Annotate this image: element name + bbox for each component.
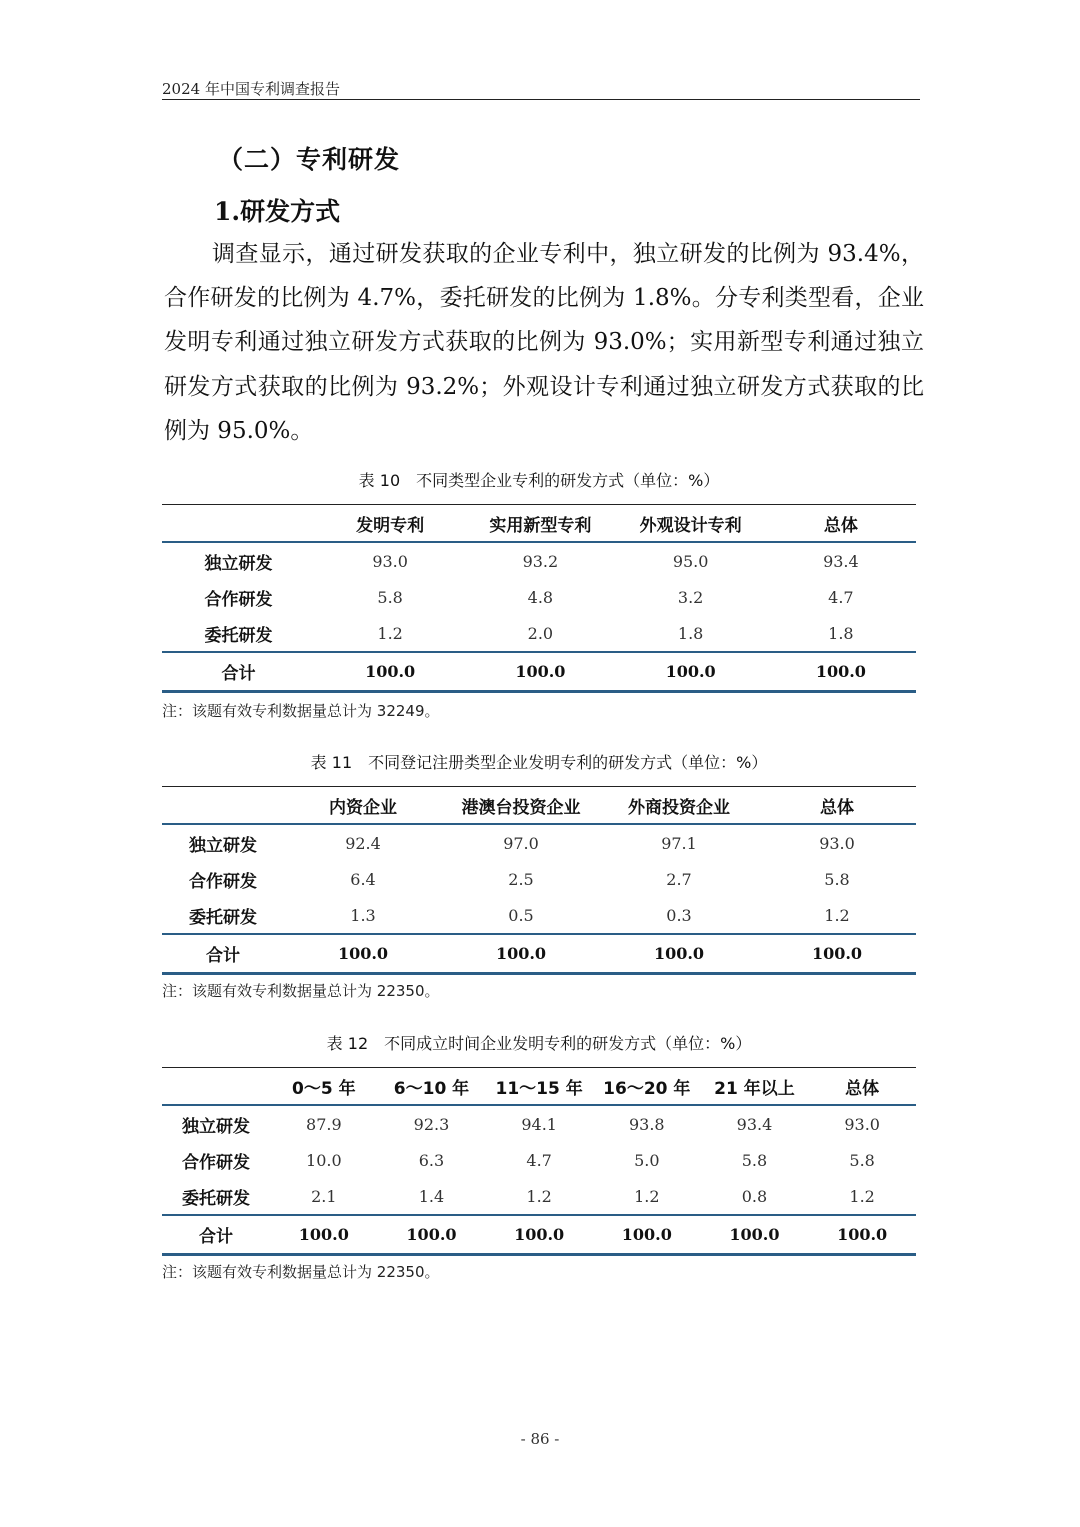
table-cell: 93.8 [628, 1114, 665, 1134]
table-11-note: 注：该题有效专利数据量总计为 22350。 [162, 982, 440, 1000]
row-label: 委托研发 [204, 625, 273, 646]
header-rule [162, 99, 920, 100]
table-header-row [162, 1068, 916, 1106]
table-12 [162, 1067, 916, 1256]
table-10 [162, 504, 916, 693]
column-header: 11～15 年 [485, 1068, 593, 1106]
column-header [162, 505, 315, 543]
table-12-note: 注：该题有效专利数据量总计为 22350。 [162, 1263, 440, 1281]
table-cell: 100.0 [378, 1215, 486, 1255]
table-cell: 1.3 [350, 905, 376, 925]
table-cell: 10.0 [306, 1150, 342, 1170]
table-cell: 1.2 [634, 1186, 660, 1206]
table-row [162, 1105, 916, 1142]
table-cell: 92.4 [345, 833, 381, 853]
row-label: 合计 [162, 934, 284, 974]
column-header: 6～10 年 [378, 1068, 486, 1106]
column-header [162, 1068, 270, 1106]
table-cell: 3.2 [677, 587, 704, 607]
column-header: 发明专利 [315, 505, 465, 543]
table-cell: 4.8 [527, 587, 554, 607]
table-cell: 1.2 [377, 623, 403, 643]
table-cell: 93.4 [823, 551, 859, 571]
table-row [162, 824, 916, 861]
column-header: 外商投资企业 [600, 787, 758, 825]
table-cell: 93.0 [819, 833, 855, 853]
column-header: 16～20 年 [593, 1068, 701, 1106]
table-cell: 5.8 [849, 1150, 875, 1170]
table-cell: 5.8 [824, 869, 850, 889]
table-12-caption: 表 12 不同成立时间企业发明专利的研发方式（单位：%） [326, 1034, 752, 1053]
table-cell: 100.0 [600, 934, 758, 974]
table-cell: 1.2 [824, 905, 850, 925]
sub-title: 1.研发方式 [214, 197, 341, 226]
column-header: 实用新型专利 [465, 505, 615, 543]
table-cell: 0.8 [741, 1186, 768, 1206]
table-11-caption: 表 11 不同登记注册类型企业发明专利的研发方式（单位：%） [310, 753, 768, 772]
table-cell: 100.0 [284, 934, 442, 974]
table-cell: 100.0 [442, 934, 600, 974]
row-label: 合计 [162, 1215, 270, 1255]
table-cell: 100.0 [701, 1215, 809, 1255]
body-paragraph: 调查显示，通过研发获取的企业专利中，独立研发的比例为 93.4%，合作研发的比例为 4.7%，委托研发的比例为 1.8%。分专利类型看，企业发明专利通过独立研发方式获取的比例为 93.0%；实用新型专利通过独立研发方式获取的比例为 93.2%；外观设计专利通过独立研发方式获取的比例为 95.0%。 [164, 241, 924, 444]
table-cell: 97.0 [503, 833, 539, 853]
table-cell: 1.8 [677, 623, 704, 643]
table-cell: 100.0 [485, 1215, 593, 1255]
table-cell: 93.4 [736, 1114, 773, 1134]
total-row [162, 934, 916, 974]
table-cell: 1.2 [526, 1186, 552, 1206]
table-cell: 6.4 [350, 869, 376, 889]
table-cell: 100.0 [315, 652, 465, 692]
table-cell: 100.0 [808, 1215, 916, 1255]
table-row [162, 1178, 916, 1215]
row-label: 合作研发 [182, 1152, 250, 1173]
table-cell: 0.3 [666, 905, 692, 925]
column-header: 21 年以上 [701, 1068, 809, 1106]
running-header: 2024 年中国专利调查报告 [162, 80, 340, 98]
table-cell: 97.1 [661, 833, 697, 853]
table-cell: 5.0 [634, 1150, 660, 1170]
table-cell: 2.0 [527, 623, 554, 643]
row-label: 合作研发 [204, 589, 273, 610]
row-label: 合计 [162, 652, 315, 692]
row-label: 合作研发 [189, 871, 257, 892]
table-row [162, 615, 916, 652]
total-row [162, 652, 916, 692]
column-header: 总体 [766, 505, 916, 543]
table-cell: 100.0 [758, 934, 916, 974]
row-label: 独立研发 [189, 835, 257, 856]
table-cell: 100.0 [465, 652, 615, 692]
table-cell: 1.4 [418, 1186, 445, 1206]
table-header-row [162, 505, 916, 543]
table-header-row [162, 787, 916, 825]
table-cell: 2.7 [666, 869, 692, 889]
table-row [162, 1142, 916, 1178]
row-label: 独立研发 [204, 553, 273, 574]
table-cell: 5.8 [377, 587, 403, 607]
table-cell: 100.0 [270, 1215, 378, 1255]
column-header: 总体 [758, 787, 916, 825]
table-cell: 100.0 [616, 652, 766, 692]
table-cell: 2.1 [311, 1186, 337, 1206]
table-row [162, 861, 916, 897]
table-row [162, 897, 916, 934]
table-11 [162, 786, 916, 975]
table-cell: 94.1 [521, 1114, 557, 1134]
table-cell: 93.2 [522, 551, 559, 571]
table-cell: 92.3 [413, 1114, 450, 1134]
column-header: 外观设计专利 [616, 505, 766, 543]
table-10-caption: 表 10 不同类型企业专利的研发方式（单位：%） [358, 471, 720, 490]
table-cell: 95.0 [672, 551, 709, 571]
table-cell: 100.0 [766, 652, 916, 692]
row-label: 委托研发 [189, 907, 257, 928]
row-label: 独立研发 [182, 1116, 250, 1137]
table-cell: 2.5 [508, 869, 534, 889]
table-cell: 5.8 [741, 1150, 768, 1170]
table-cell: 0.5 [508, 905, 534, 925]
table-cell: 4.7 [828, 587, 854, 607]
column-header: 内资企业 [284, 787, 442, 825]
table-row [162, 542, 916, 579]
column-header: 港澳台投资企业 [442, 787, 600, 825]
table-cell: 87.9 [306, 1114, 342, 1134]
table-cell: 100.0 [593, 1215, 701, 1255]
column-header: 总体 [808, 1068, 916, 1106]
row-label: 委托研发 [182, 1188, 250, 1209]
table-row [162, 579, 916, 615]
table-cell: 1.2 [849, 1186, 875, 1206]
table-cell: 93.0 [844, 1114, 880, 1134]
table-10-note: 注：该题有效专利数据量总计为 32249。 [162, 702, 440, 720]
column-header: 0～5 年 [270, 1068, 378, 1106]
table-cell: 93.0 [372, 551, 408, 571]
section-title: （二）专利研发 [218, 145, 401, 174]
table-cell: 4.7 [526, 1150, 552, 1170]
column-header [162, 787, 284, 825]
total-row [162, 1215, 916, 1255]
table-cell: 6.3 [418, 1150, 445, 1170]
table-cell: 1.8 [828, 623, 854, 643]
page-number: - 86 - [520, 1430, 560, 1448]
